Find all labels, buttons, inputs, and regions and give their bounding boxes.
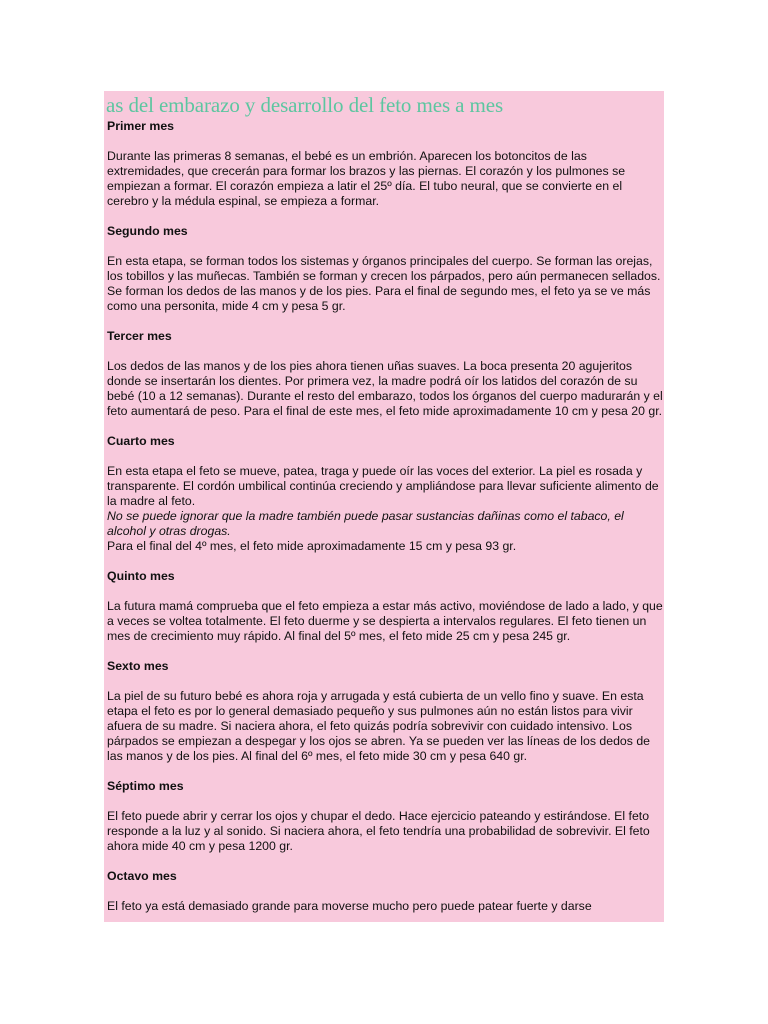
section-heading: Segundo mes — [107, 224, 188, 238]
section-heading: Primer mes — [107, 119, 174, 133]
section-paragraph: El feto ya está demasiado grande para moverse mucho pero puede patear fuerte y darse — [107, 899, 592, 913]
section-paragraph: El feto puede abrir y cerrar los ojos y chupar el dedo. Hace ejercicio pateando y estirándose. El feto responde a la luz y al sonido. Si naciera ahora, el feto tendría una probabilidad de sobrevivir. El feto ahora mide 40 cm y pesa 1200 gr. — [107, 809, 650, 853]
section-paragraph: La futura mamá comprueba que el feto empieza a estar más activo, moviéndose de lado a lado, y que a veces se voltea totalmente. El feto duerme y se despierta a intervalos regulares. El feto tienen un mes de crecimiento muy rápido. Al final del 5º mes, el feto mide 25 cm y pesa 245 gr. — [107, 599, 663, 643]
document-title: as del embarazo y desarrollo del feto mes a mes — [106, 93, 504, 117]
document-panel — [104, 91, 664, 922]
section-paragraph: La piel de su futuro bebé es ahora roja y arrugada y está cubierta de un vello fino y suave. En esta etapa el feto es por lo general demasiado pequeño y sus pulmones aún no están listos para vivir afuera de su madre. Si naciera ahora, el feto quizás podría sobrevivir con cuidado intensivo. Los párpados se empiezan a despegar y los ojos se abren. Ya se pueden ver las líneas de los dedos de las manos y de los pies. Al final del 6º mes, el feto mide 30 cm y pesa 640 gr. — [107, 689, 651, 763]
section-heading: Sexto mes — [107, 659, 169, 673]
section-heading: Séptimo mes — [107, 779, 184, 793]
section-paragraph: Para el final del 4º mes, el feto mide aproximadamente 15 cm y pesa 93 gr. — [107, 539, 517, 553]
section-paragraph: Durante las primeras 8 semanas, el bebé es un embrión. Aparecen los botoncitos de las extremidades, que crecerán para formar los brazos y las piernas. El corazón y los pulmones se empiezan a formar. El corazón empieza a latir el 25º día. El tubo neural, que se convierte en el cerebro y la médula espinal, se empieza a formar. — [107, 149, 626, 208]
section-paragraph: Los dedos de las manos y de los pies ahora tienen uñas suaves. La boca presenta 20 agujeritos donde se insertarán los dientes. Por primera vez, la madre podrá oír los latidos del corazón de su bebé (10 a 12 semanas). Durante el resto del embarazo, todos los órganos del cuerpo madurarán y el feto aumentará de peso. Para el final de este mes, el feto mide aproximadamente 10 cm y pesa 20 gr. — [107, 359, 663, 418]
section-paragraph-group — [107, 464, 664, 554]
section-heading: Octavo mes — [107, 869, 177, 883]
section-heading: Cuarto mes — [107, 434, 175, 448]
section-paragraph: En esta etapa el feto se mueve, patea, traga y puede oír las voces del exterior. La piel es rosada y transparente. El cordón umbilical continúa creciendo y ampliándose para llevar suficiente alimento de la madre al feto. — [107, 464, 659, 508]
section-paragraph: En esta etapa, se forman todos los sistemas y órganos principales del cuerpo. Se forman las orejas, los tobillos y las muñecas. También se forman y crecen los párpados, pero aún permanecen sellados. Se forman los dedos de las manos y de los pies. Para el final de segundo mes, el feto ya se ve más como una personita, mide 4 cm y pesa 5 gr. — [107, 254, 661, 313]
section-heading: Tercer mes — [107, 329, 172, 343]
section-paragraph-italic: No se puede ignorar que la madre también puede pasar sustancias dañinas como el tabaco, el alcohol y otras drogas. — [107, 509, 624, 538]
section-heading: Quinto mes — [107, 569, 175, 583]
